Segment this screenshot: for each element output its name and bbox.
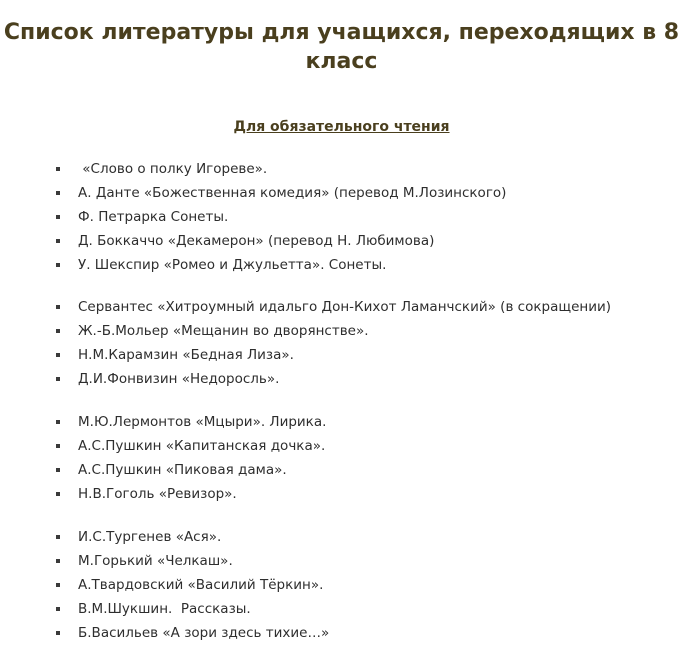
list-item xyxy=(56,319,611,343)
list-item xyxy=(56,205,506,229)
book-list-group-1 xyxy=(56,157,506,277)
list-item xyxy=(56,181,506,205)
bullet-icon xyxy=(56,492,60,496)
list-item xyxy=(56,458,326,482)
bullet-icon xyxy=(56,305,60,309)
bullet-icon xyxy=(56,215,60,219)
bullet-icon xyxy=(56,607,60,611)
book-title: Д. Боккаччо «Декамерон» (перевод Н. Любимова) xyxy=(78,233,435,249)
book-title: «Слово о полку Игореве». xyxy=(78,161,268,177)
book-title: М.Ю.Лермонтов «Мцыри». Лирика. xyxy=(78,414,327,430)
book-title: У. Шекспир «Ромео и Джульетта». Сонеты. xyxy=(78,257,387,273)
list-item xyxy=(56,410,326,434)
bullet-icon xyxy=(56,353,60,357)
section-heading-required-reading: Для обязательного чтения xyxy=(233,119,450,135)
bullet-icon xyxy=(56,377,60,381)
bullet-icon xyxy=(56,329,60,333)
list-item xyxy=(56,573,329,597)
list-item xyxy=(56,157,506,181)
bullet-icon xyxy=(56,191,60,195)
book-list-group-3 xyxy=(56,410,326,506)
bullet-icon xyxy=(56,535,60,539)
bullet-icon xyxy=(56,631,60,635)
list-item xyxy=(56,621,329,645)
book-list-group-4 xyxy=(56,525,329,645)
list-item xyxy=(56,253,506,277)
book-title: Б.Васильев «А зори здесь тихие…» xyxy=(78,625,330,641)
bullet-icon xyxy=(56,263,60,267)
list-item xyxy=(56,549,329,573)
bullet-icon xyxy=(56,583,60,587)
book-title: А.С.Пушкин «Капитанская дочка». xyxy=(78,438,326,454)
book-title: Ф. Петрарка Сонеты. xyxy=(78,209,229,225)
list-item xyxy=(56,295,611,319)
book-title: А.Твардовский «Василий Тёркин». xyxy=(78,577,324,593)
page-title: Список литературы для учащихся, переходящих в 8 класс xyxy=(3,20,680,74)
list-item xyxy=(56,482,326,506)
bullet-icon xyxy=(56,239,60,243)
list-item xyxy=(56,367,611,391)
book-title: А. Данте «Божественная комедия» (перевод М.Лозинского) xyxy=(78,185,507,201)
book-title: В.М.Шукшин. Рассказы. xyxy=(78,601,251,617)
bullet-icon xyxy=(56,468,60,472)
book-title: Н.В.Гоголь «Ревизор». xyxy=(78,486,237,502)
book-title: И.С.Тургенев «Ася». xyxy=(78,529,222,545)
list-item xyxy=(56,597,329,621)
book-list-group-2 xyxy=(56,295,611,391)
bullet-icon xyxy=(56,420,60,424)
bullet-icon xyxy=(56,444,60,448)
bullet-icon xyxy=(56,167,60,171)
book-title: М.Горький «Челкаш». xyxy=(78,553,233,569)
list-item xyxy=(56,525,329,549)
bullet-icon xyxy=(56,559,60,563)
list-item xyxy=(56,434,326,458)
list-item xyxy=(56,343,611,367)
book-title: Сервантес «Хитроумный идальго Дон-Кихот Ламанчский» (в сокращении) xyxy=(78,299,612,315)
list-item xyxy=(56,229,506,253)
book-title: Д.И.Фонвизин «Недоросль». xyxy=(78,371,280,387)
book-title: Ж.-Б.Мольер «Мещанин во дворянстве». xyxy=(78,323,369,339)
book-title: А.С.Пушкин «Пиковая дама». xyxy=(78,462,287,478)
book-title: Н.М.Карамзин «Бедная Лиза». xyxy=(78,347,294,363)
